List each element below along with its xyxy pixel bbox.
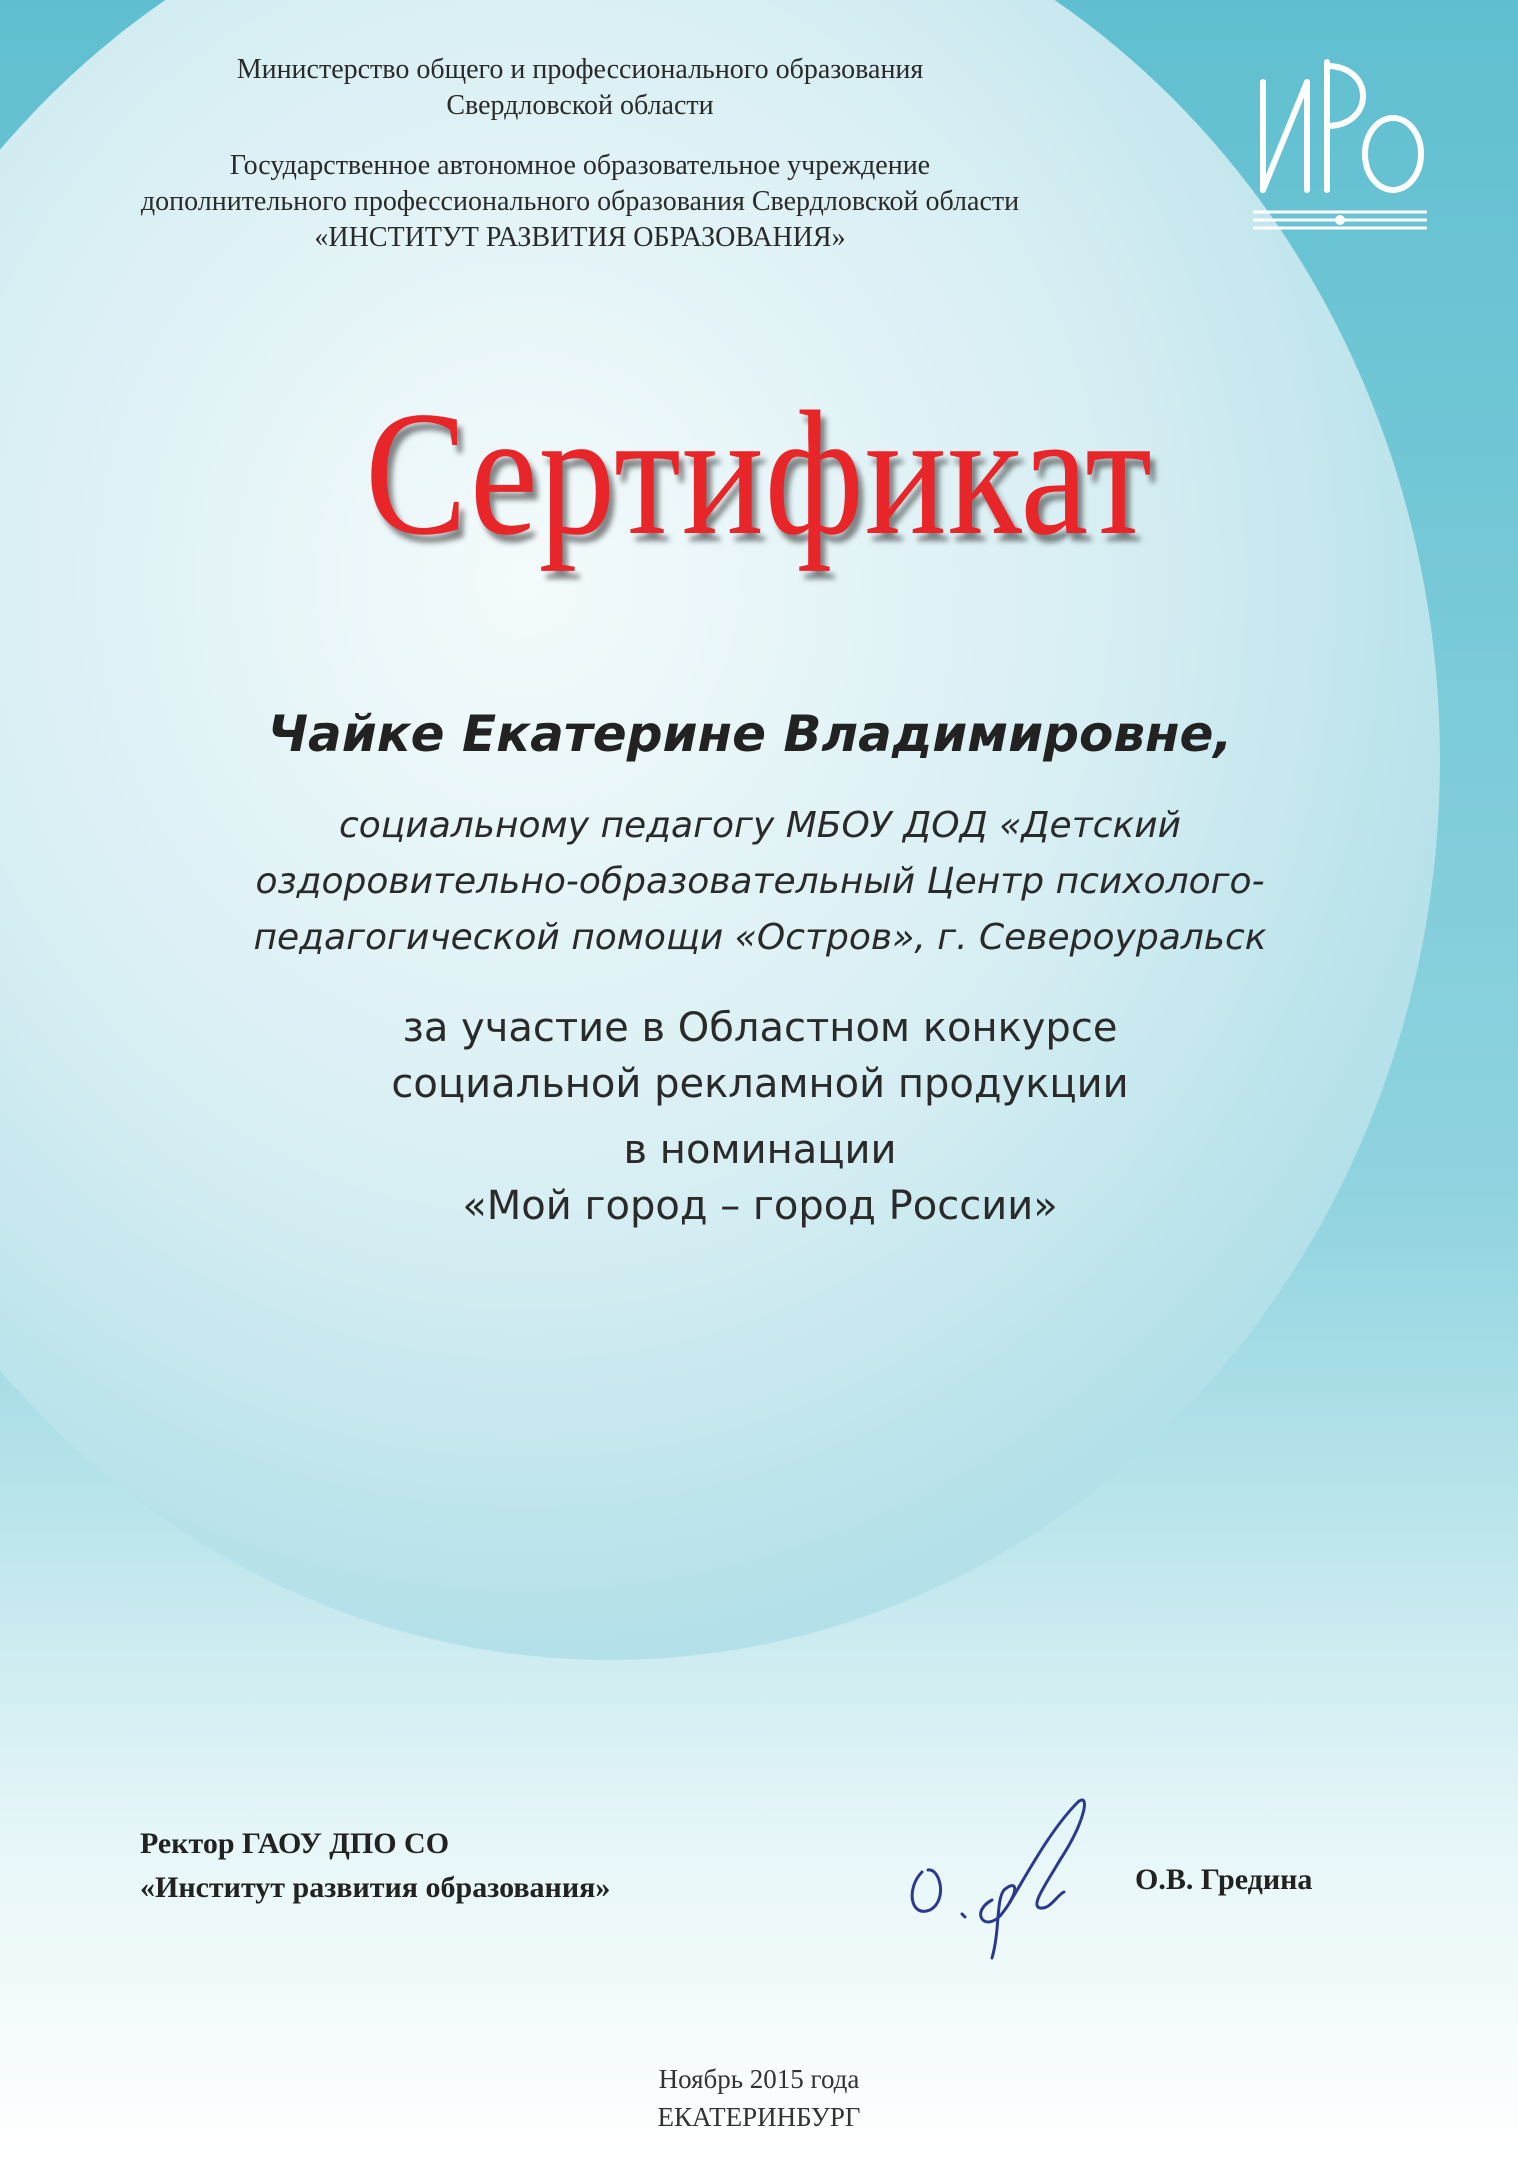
issuer-header — [40, 52, 1120, 256]
handwritten-signature-icon — [900, 1780, 1160, 1960]
signer-title-line-1: Ректор ГАОУ ДПО СО — [140, 1827, 450, 1860]
institution-line-2: дополнительного профессионального образования Свердловской области — [140, 186, 1020, 217]
award-reason — [150, 1000, 1370, 1234]
nomination-title: «Мой город – город России» — [462, 1183, 1058, 1229]
ministry-line-2: Свердловской области — [446, 90, 714, 121]
signer-title — [140, 1822, 610, 1910]
iro-logo-icon — [1245, 52, 1435, 252]
nomination-label: в номинации — [623, 1127, 897, 1173]
issue-date: Ноябрь 2015 года — [658, 2064, 860, 2094]
position-line-3: педагогической помощи «Остров», г. Североуральск — [253, 917, 1267, 958]
issue-city: ЕКАТЕРИНБУРГ — [657, 2102, 861, 2132]
issue-footer — [0, 2060, 1518, 2136]
recipient-position — [150, 798, 1370, 966]
position-line-1: социальному педагогу МБОУ ДОД «Детский — [338, 805, 1181, 846]
recipient-name: Чайке Екатерине Владимировне, — [267, 705, 1233, 763]
certificate-title: Сертификат — [365, 374, 1153, 572]
signer-name: О.В. Гредина — [1135, 1863, 1313, 1896]
reason-line-1: за участие в Областном конкурсе — [402, 1005, 1118, 1051]
institution-line-3: «ИНСТИТУТ РАЗВИТИЯ ОБРАЗОВАНИЯ» — [314, 222, 846, 253]
reason-line-2: социальной рекламной продукции — [391, 1061, 1129, 1107]
signer-title-line-2: «Институт развития образования» — [140, 1871, 611, 1904]
ministry-line-1: Министерство общего и профессионального образования — [236, 54, 924, 85]
position-line-2: оздоровительно-образовательный Центр психолого- — [255, 861, 1265, 902]
institution-line-1: Государственное автономное образовательное учреждение — [229, 150, 931, 181]
